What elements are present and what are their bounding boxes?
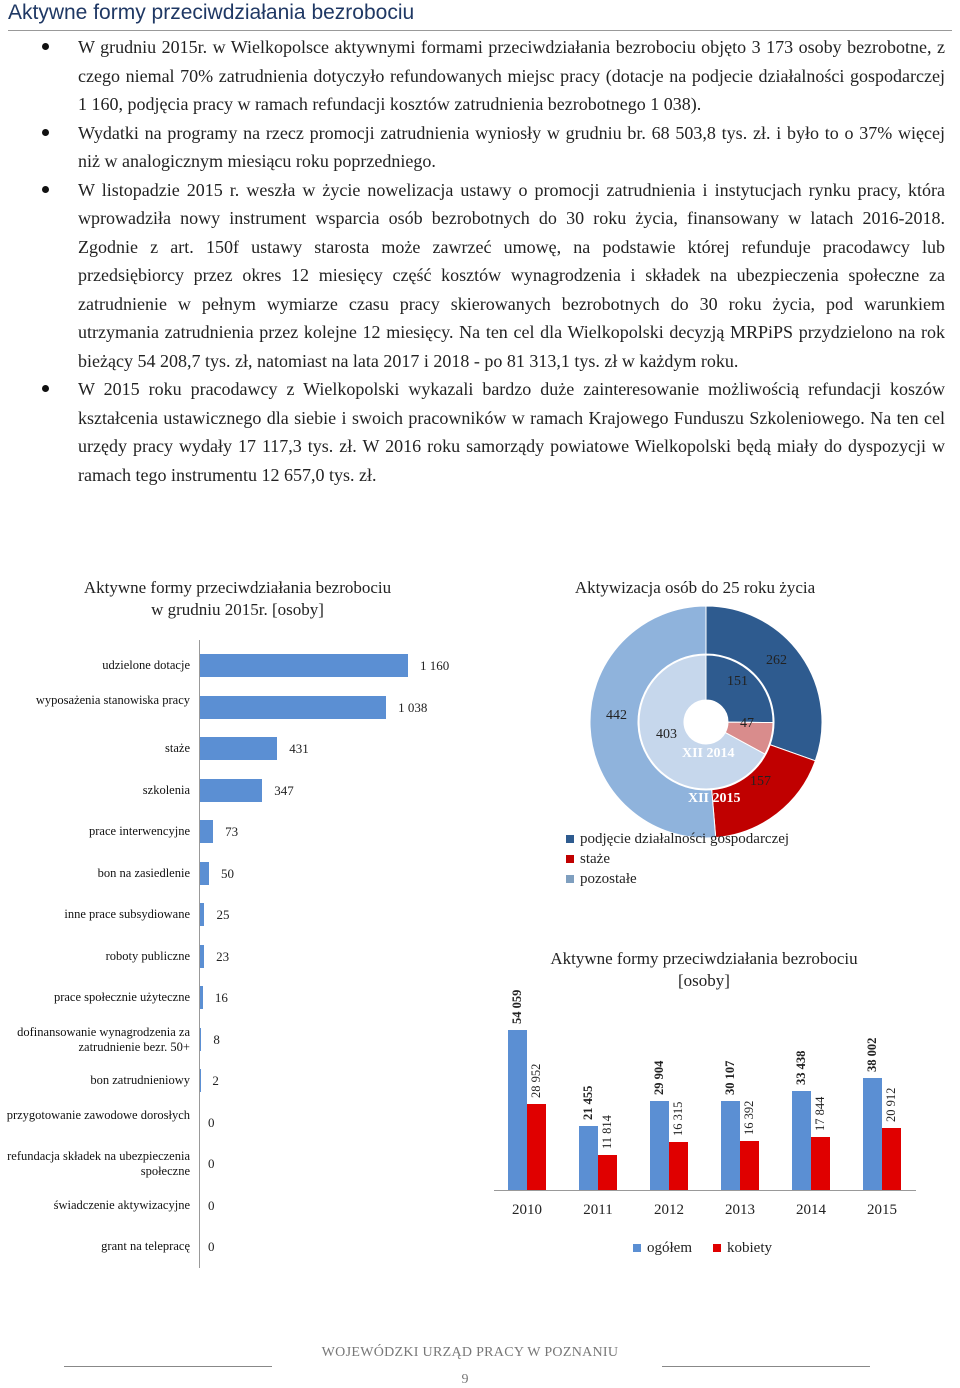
bar-category-label: prace społecznie użyteczne: [53, 990, 190, 1004]
footer-rule-left: [64, 1366, 272, 1367]
column-kobiety: [669, 1142, 688, 1190]
column-category-label: 2013: [725, 1202, 755, 1218]
bar-category-label: staże: [165, 741, 190, 755]
bar-category-label: wyposażenia stanowiska pracy: [35, 692, 190, 707]
bar-value-label: 1 038: [398, 699, 428, 715]
donut-label: 151: [727, 674, 748, 689]
bar-category-label: prace interwencyjne: [89, 824, 190, 838]
column-ogolem: [792, 1091, 811, 1190]
legend-swatch-icon: [566, 835, 574, 843]
bar: [200, 903, 204, 926]
column-category-label: 2014: [796, 1202, 826, 1218]
column-value-label: 54 059: [510, 989, 524, 1024]
bar-value-label: 8: [213, 1031, 220, 1047]
donut-legend-item: [566, 830, 789, 848]
column-ogolem: [863, 1078, 882, 1190]
bar-value-label: 347: [274, 782, 294, 798]
column-ogolem: [579, 1126, 598, 1190]
bar-category-label: udzielone dotacje: [102, 658, 190, 672]
bar: [200, 986, 203, 1009]
column-category-label: 2010: [512, 1202, 542, 1218]
bar-category-label: bon na zasiedlenie: [97, 865, 190, 880]
column-value-label: 16 315: [671, 1101, 685, 1136]
column-value-label: 28 952: [529, 1063, 543, 1099]
column-legend-item: [713, 1239, 772, 1257]
donut-label: 157: [750, 774, 771, 789]
bullet-item: W listopadzie 2015 r. weszła w życie nowelizacja ustawy o promocji zatrudnienia i instytucjach rynku pracy, która wprowadziła nowy instrument wsparcia osób bezrobotnych do 30 roku życia, finansowany w latach 2016-2018. Zgodnie z art. 150f ustawy starosta może zawrzeć umowę, na podstawie której refunduje pracodawcy lub przedsiębiorcy przez okres 12 miesięcy część kosztów wynagrodzenia i składek na ubezpieczenia społeczne za zatrudnienie w pełnym wymiarze czasu pracy skierowanych bezrobotnych do 30 roku życia, pod warunkiem utrzymania zatrudnienia przez kolejne 12 miesięcy. Na ten cel dla Wielkopolski decyzją MRPiPS przydzielono na rok bieżący 54 208,7 tys. zł, natomiast na lata 2017 i 2018 - po 81 313,1 tys. zł w każdym roku.: [40, 176, 945, 376]
bullet-item: Wydatki na programy na rzecz promocji zatrudnienia wyniosły w grudniu br. 68 503,8 tys. zł. i było to o 37% więcej niż w analogicznym miesiącu roku poprzedniego.: [40, 119, 945, 176]
donut-label: XII 2014: [682, 746, 735, 761]
donut-label: 262: [766, 653, 787, 668]
column-value-label: 20 912: [884, 1087, 898, 1123]
legend-label: staże: [580, 851, 610, 867]
bar: [200, 1028, 201, 1051]
column-value-label: 38 002: [865, 1037, 879, 1072]
bullet-item: W 2015 roku pracodawcy z Wielkopolski wykazali bardzo duże zainteresowanie możliwością refundacji koszów kształcenia ustawicznego dla siebie i swoich pracowników w ramach Krajowego Funduszu Szkoleniowego. Na ten cel urzędy pracy wydały 17 117,3 tys. zł. W 2016 roku samorządy powiatowe Wielkopolski będą miały do dyspozycji w ramach tego instrumentu 12 657,0 tys. zł.: [40, 375, 945, 489]
legend-label: pozostałe: [580, 871, 637, 887]
column-kobiety: [882, 1128, 901, 1190]
bar-category-label: roboty publiczne: [105, 948, 190, 963]
column-category-label: 2011: [583, 1202, 613, 1218]
column-value-label: 17 844: [813, 1096, 827, 1132]
column-kobiety: [740, 1141, 759, 1190]
page-heading: Aktywne formy przeciwdziałania bezrobociu: [8, 0, 952, 31]
donut-label: XII 2015: [688, 791, 741, 806]
bar-value-label: 0: [208, 1197, 215, 1213]
column-value-label: 21 455: [581, 1086, 595, 1121]
column-kobiety: [527, 1104, 546, 1190]
bar-value-label: 431: [289, 741, 309, 756]
bar-category-label: świadczenie aktywizacyjne: [53, 1197, 190, 1212]
donut-chart-title: Aktywizacja osób do 25 roku życia: [574, 578, 816, 597]
bar-value-label: 25: [216, 907, 230, 922]
column-value-label: 30 107: [723, 1060, 737, 1095]
bar-category-label: bon zatrudnieniowy: [90, 1073, 190, 1087]
bar: [200, 862, 209, 885]
column-kobiety: [598, 1155, 617, 1190]
bar-category-label: grant na telepracę: [101, 1239, 190, 1253]
column-category-label: 2012: [654, 1202, 684, 1218]
bar-value-label: 0: [208, 1156, 215, 1171]
bullet-list: [40, 33, 945, 489]
bar: [200, 696, 386, 719]
bar-value-label: 16: [214, 990, 228, 1005]
bar-category-label: refundacja składek na ubezpieczenia społeczne: [7, 1149, 190, 1178]
column-legend-item: [633, 1239, 692, 1257]
bar-value-label: 50: [220, 865, 234, 881]
column-value-label: 16 392: [742, 1101, 756, 1136]
bar: [200, 737, 277, 760]
column-ogolem: [650, 1101, 669, 1190]
legend-swatch-icon: [633, 1244, 641, 1252]
donut-label: 442: [606, 708, 627, 723]
column-value-label: 29 904: [652, 1061, 666, 1096]
column-ogolem: [508, 1030, 527, 1190]
donut-label: 47: [740, 716, 754, 731]
donut-label: 403: [656, 727, 677, 742]
column-chart-title: Aktywne formy przeciwdziałania bezrobociu [osoby]: [550, 949, 858, 990]
bar-chart-title: Aktywne formy przeciwdziałania bezrobociu w grudniu 2015r. [osoby]: [83, 578, 392, 619]
column-value-label: 11 814: [600, 1115, 614, 1150]
bullet-dot-icon: [42, 129, 49, 136]
bar-value-label: 73: [225, 824, 239, 839]
bar-category-label: przygotowanie zawodowe dorosłych: [6, 1107, 190, 1122]
legend-swatch-icon: [566, 875, 574, 883]
bar-category-label: dofinansowanie wynagrodzenia za zatrudnienie bezr. 50+: [17, 1024, 190, 1054]
bar-category-label: szkolenia: [142, 782, 190, 797]
legend-swatch-icon: [566, 855, 574, 863]
bar-value-label: 0: [208, 1114, 215, 1130]
bar-value-label: 2: [212, 1073, 219, 1088]
bar: [200, 945, 204, 968]
bar-value-label: 23: [216, 948, 230, 964]
bar: [200, 820, 213, 843]
column-chart-baseline: [494, 1190, 916, 1191]
footer-text: WOJEWÓDZKI URZĄD PRACY W POZNANIU: [321, 1345, 619, 1360]
column-ogolem: [721, 1101, 740, 1190]
bullet-dot-icon: [42, 43, 49, 50]
column-kobiety: [811, 1137, 830, 1190]
bar: [200, 779, 262, 802]
page-number: 9: [461, 1372, 469, 1387]
column-value-label: 33 438: [794, 1050, 808, 1086]
column-category-label: 2015: [867, 1202, 897, 1218]
legend-swatch-icon: [713, 1244, 721, 1252]
legend-label: kobiety: [727, 1240, 772, 1256]
bar-category-label: inne prace subsydiowane: [64, 907, 190, 921]
donut-legend-item: [566, 870, 637, 888]
bar-value-label: 1 160: [420, 658, 450, 673]
bar-value-label: 0: [208, 1239, 215, 1254]
donut-legend-item: [566, 850, 610, 868]
bullet-dot-icon: [42, 186, 49, 193]
bullet-dot-icon: [42, 385, 49, 392]
legend-label: ogółem: [647, 1240, 692, 1256]
footer-rule-right: [662, 1366, 870, 1367]
bar: [200, 654, 408, 677]
bullet-item: W grudniu 2015r. w Wielkopolsce aktywnymi formami przeciwdziałania bezrobociu objęto 3 173 osoby bezrobotne, z czego niemal 70% zatrudnienia dotyczyło refundowanych miejsc pracy (dotacje na podjecie działalności gospodarczej 1 160, podjęcia pracy w ramach refundacji kosztów zatrudnienia bezrobotnego 1 038).: [40, 33, 945, 119]
legend-label: podjęcie działalności gospodarczej: [580, 831, 790, 847]
